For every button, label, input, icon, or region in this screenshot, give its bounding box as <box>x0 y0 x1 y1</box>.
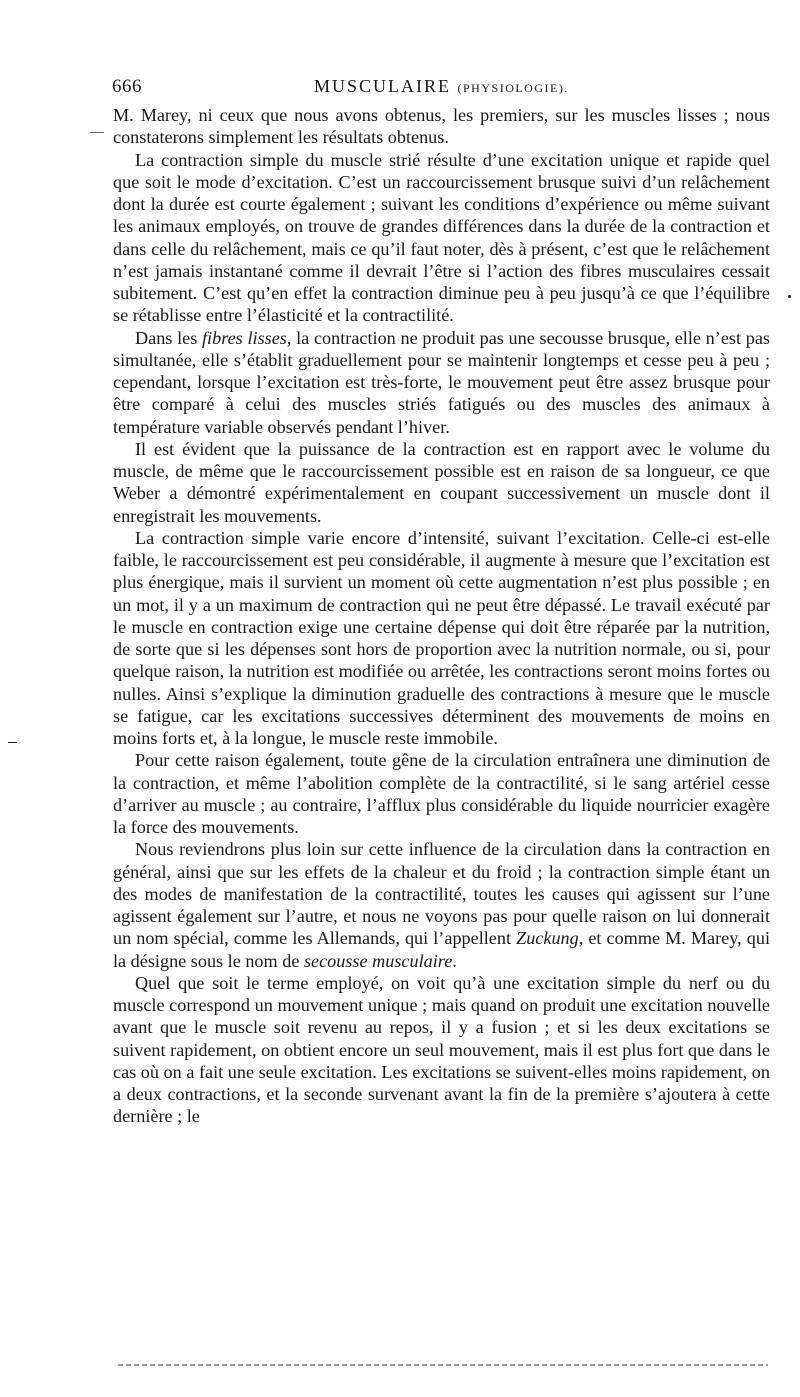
text-run: Pour cette raison également, toute gêne de la circulation entraînera une diminution de la contraction, et même l’abolition complète de la contractilité, si le sang artériel cesse d’arriver au muscle ; au contraire, l’afflux plus considérable du liquide nourricier exagère la force des mouvements. <box>113 750 770 837</box>
text-run: , et comme M. Marey, qui la désigne sous le nom de <box>113 928 771 971</box>
text-run: , la contraction ne produit pas une secousse brusque, elle n’est pas simultanée, elle s’établit graduellement pour se maintenir longtemps et cesse peu à peu ; cependant, lorsque l’excitation est très-forte, le mouvement peut être assez brusque pour être comparé à celui des muscles striés fatigués ou des muscles des animaux à température variable observés pendant l’hiver. <box>113 327 770 437</box>
text-run: La contraction simple du muscle strié résulte d’une excitation unique et rapide quel que soit le mode d’excitation. C’est un raccourcissement brusque suivi d’un relâchement dont la durée est courte également ; suivant les conditions d’expérience ou même suivant les animaux employés, on trouve de grandes différences dans la durée de la contraction et dans celle du relâchement, mais ce qu’il faut noter, dès à présent, c’est que le relâchement n’est jamais instantané comme il devrait l’être si l’action des fibres musculaires cessait subitement. C’est qu’en effet la contraction diminue peu à peu jusqu’à ce que l’équilibre se rétablisse entre l’élasticité et la contractilité. <box>113 149 770 326</box>
bottom-rule <box>118 1364 768 1366</box>
italic-term: fibres lisses <box>202 327 287 348</box>
paragraph <box>113 438 770 527</box>
text-run: La contraction simple varie encore d’intensité, suivant l’excitation. Celle-ci est-elle faible, le raccourcissement est peu considérable, il augmente à mesure que l’excitation est plus énergique, mais il survient un moment où cette augmentation n’est plus possible ; en un mot, il y a un maximum de contraction qui ne peut être dépassé. Le travail exécuté par le muscle en contraction exige une certaine dépense qui doit être réparée par la nutrition, de sorte que si les dépenses sont hors de proportion avec la nutrition normale, ou si, pour quelque raison, la nutrition est modifiée ou arrêtée, les contractions seront moins fortes ou nulles. Ainsi s’explique la diminution graduelle des contractions à mesure que le muscle se fatigue, car les excitations successives déterminent des mouvements de moins en moins forts et, à la longue, le muscle reste immobile. <box>113 527 770 748</box>
text-run: Il est évident que la puissance de la contraction est en rapport avec le volume du muscle, de même que le raccourcissement possible est en raison de sa longueur, ce que Weber a démontré expérimentalement en coupant successivement un muscle dont il enregistrait les mouvements. <box>113 438 770 526</box>
page-number: 666 <box>112 76 142 97</box>
margin-dash <box>8 742 17 743</box>
paragraph <box>113 972 770 1128</box>
running-subtitle: (PHYSIOLOGIE). <box>457 81 569 95</box>
text-run: Nous reviendrons plus loin sur cette influence de la circulation dans la contraction en général, ainsi que sur les effets de la chaleur et du froid ; la contraction simple étant un des modes de manifestation de la contractilité, toutes les causes qui agissent sur l’une agissent également sur l’autre, et nous ne voyons pas pour quelle raison on lui donnerait un nom spécial, comme les Allemands, qui l’appellent <box>113 839 770 949</box>
text-run: . <box>452 950 457 971</box>
margin-dash-top <box>90 132 104 133</box>
paragraph <box>113 838 770 972</box>
paragraph <box>113 104 770 149</box>
page-header <box>112 76 772 100</box>
running-title: MUSCULAIRE <box>314 76 452 96</box>
paragraph <box>113 749 770 838</box>
paragraph <box>113 527 770 750</box>
text-run: Dans les <box>135 327 202 348</box>
text-run: M. Marey, ni ceux que nous avons obtenus, les premiers, sur les muscles lisses ; nous constaterons simplement les résultats obtenus. <box>113 105 770 148</box>
running-head <box>314 76 569 97</box>
italic-term: secousse musculaire <box>303 950 453 971</box>
paragraph <box>113 149 770 327</box>
paragraph <box>113 327 770 438</box>
margin-dot <box>788 295 791 298</box>
italic-term: Zuckung <box>516 928 579 949</box>
text-run: Quel que soit le terme employé, on voit qu’à une excitation simple du nerf ou du muscle correspond un mouvement unique ; mais quand on produit une excitation nouvelle avant que le muscle soit revenu au repos, il y a fusion ; et si les deux excitations se suivent rapidement, on obtient encore un seul mouvement, mais il est plus fort que dans le cas où on a fait une seule excitation. Les excitations se suivent-elles moins rapidement, on a deux contractions, et la seconde survenant avant la fin de la première s’ajoutera à cette dernière ; le <box>113 972 770 1127</box>
body-text <box>113 104 770 1128</box>
